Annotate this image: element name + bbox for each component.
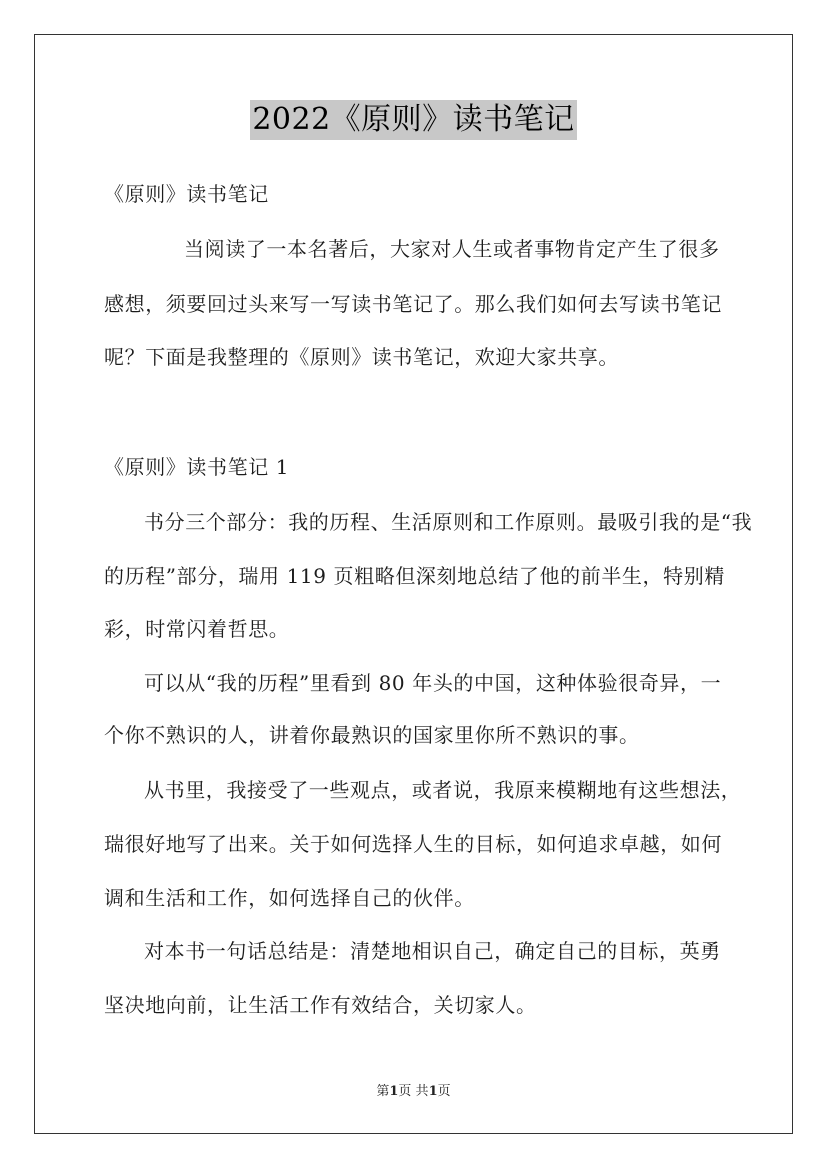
footer-page-suffix: 页 xyxy=(437,1084,451,1099)
subtitle: 《原则》读书笔记 xyxy=(104,182,269,206)
footer-total-pages: 1 xyxy=(428,1084,438,1099)
page-footer xyxy=(0,1083,827,1101)
paragraph-3-line-1: 从书里，我接受了一些观点，或者说，我原来模糊地有这些想法， xyxy=(144,778,742,802)
section-heading: 《原则》读书笔记 1 xyxy=(104,455,290,479)
paragraph-1-line-2: 的历程”部分，瑞用 119 页粗略但深刻地总结了他的前半生，特别精 xyxy=(104,564,725,588)
paragraph-2-line-1: 可以从“我的历程”里看到 80 年头的中国，这种体验很奇异，一 xyxy=(144,671,722,695)
footer-page-prefix: 第 xyxy=(376,1084,390,1099)
intro-line-2: 感想，须要回过头来写一写读书笔记了。那么我们如何去写读书笔记 xyxy=(104,292,722,316)
paragraph-4-line-2: 坚决地向前，让生活工作有效结合，关切家人。 xyxy=(104,993,537,1017)
paragraph-1-line-3: 彩，时常闪着哲思。 xyxy=(104,617,290,641)
title-container xyxy=(0,100,827,140)
paragraph-3-line-3: 调和生活和工作，如何选择自己的伙伴。 xyxy=(104,886,475,910)
intro-line-1: 当阅读了一本名著后，大家对人生或者事物肯定产生了很多 xyxy=(184,237,720,261)
paragraph-4-line-1: 对本书一句话总结是：清楚地相识自己，确定自己的目标，英勇 xyxy=(144,939,721,963)
paragraph-2-line-2: 个你不熟识的人，讲着你最熟识的国家里你所不熟识的事。 xyxy=(104,723,640,747)
footer-page-mid: 页 共 xyxy=(398,1084,429,1099)
intro-line-3: 呢？下面是我整理的《原则》读书笔记，欢迎大家共享。 xyxy=(104,345,619,369)
footer-current-page: 1 xyxy=(389,1084,399,1099)
paragraph-3-line-2: 瑞很好地写了出来。关于如何选择人生的目标，如何追求卓越，如何 xyxy=(104,832,722,856)
document-title: 2022《原则》读书笔记 xyxy=(250,100,576,140)
paragraph-1-line-1: 书分三个部分：我的历程、生活原则和工作原则。最吸引我的是“我 xyxy=(144,510,753,534)
